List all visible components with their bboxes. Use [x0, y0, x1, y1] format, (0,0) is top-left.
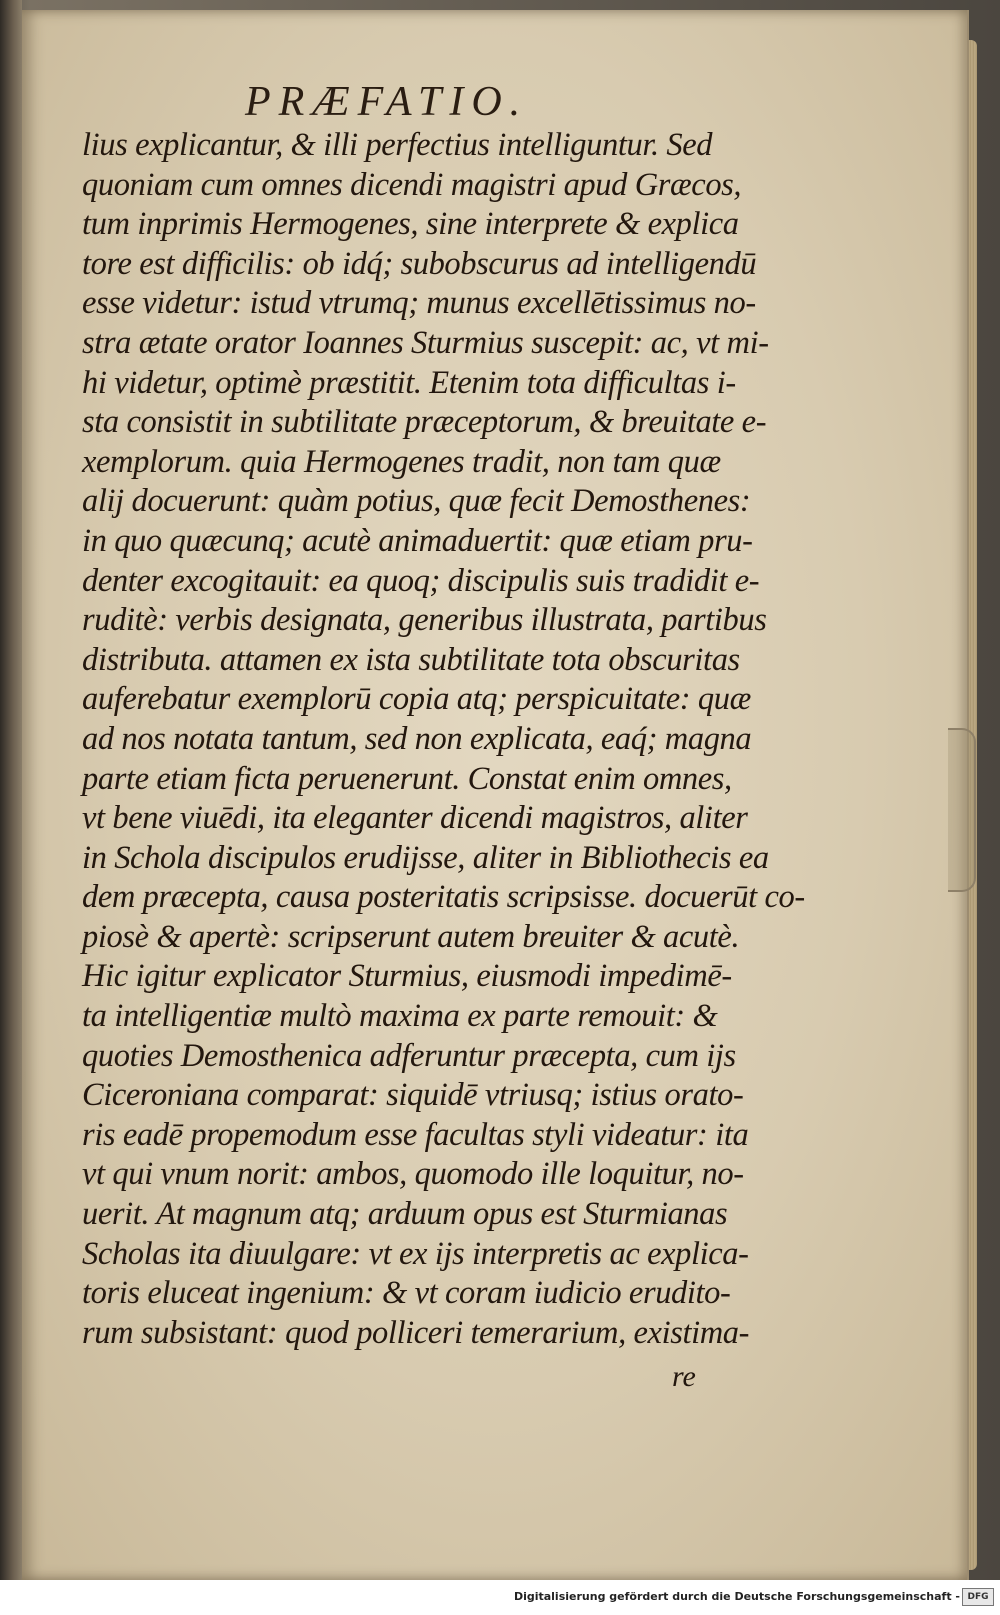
- text-line: in Schola discipulos erudijsse, aliter in Bibliothecis ea: [82, 839, 769, 876]
- funding-note: Digitalisierung gefördert durch die Deutsche Forschungsgemeinschaft -: [513, 1590, 960, 1603]
- text-line: distributa. attamen ex ista subtilitate tota obscuritas: [82, 641, 740, 678]
- text-line: ris eadē propemodum esse facultas styli videatur: ita: [82, 1116, 749, 1153]
- text-line: alij docuerunt: quàm potius, quæ fecit Demosthenes:: [82, 483, 751, 520]
- text-line: lius explicantur, & illi perfectius intelliguntur. Sed: [82, 127, 713, 163]
- text-line: quoties Demosthenica adferuntur præcepta, cum ijs: [82, 1037, 736, 1074]
- footer-bar: [0, 1580, 1000, 1615]
- text-line: xemplorum. quia Hermogenes tradit, non tam quæ: [82, 443, 721, 480]
- text-line: Ciceroniana comparat: siquidē vtriusq; istius orato-: [82, 1077, 744, 1114]
- text-line: ruditè: verbis designata, generibus illustrata, partibus: [82, 602, 767, 639]
- body-text: [82, 126, 805, 1353]
- text-line: rum subsistant: quod polliceri temerarium, existima-: [82, 1314, 750, 1351]
- text-line: uerit. At magnum atq; arduum opus est Sturmianas: [82, 1196, 728, 1233]
- text-line: Hic igitur explicator Sturmius, eiusmodi impedimē-: [82, 958, 732, 995]
- text-line: vt qui vnum norit: ambos, quomodo ille loquitur, no-: [82, 1156, 744, 1193]
- text-line: sta consistit in subtilitate præceptorum, & breuitate e-: [82, 404, 767, 441]
- text-line: Scholas ita diuulgare: vt ex ijs interpretis ac explica-: [82, 1235, 749, 1272]
- text-line: denter excogitauit: ea quoq; discipulis suis tradidit e-: [82, 562, 760, 599]
- facing-page-edge: [0, 0, 22, 1580]
- page-clip: [948, 728, 976, 892]
- text-line: vt bene viuēdi, ita eleganter dicendi magistros, aliter: [82, 800, 748, 837]
- text-line: ta intelligentiæ multò maxima ex parte remouit: &: [82, 998, 718, 1035]
- text-line: dem præcepta, causa posteritatis scripsisse. docuerūt co-: [82, 879, 805, 916]
- text-line: in quo quæcunq; acutè animaduertit: quæ etiam pru-: [82, 522, 753, 559]
- dfg-logo: DFG: [962, 1588, 994, 1606]
- text-line: tore est difficilis: ob idq́; subobscurus ad intelligendū: [82, 245, 757, 282]
- catchword: re: [672, 1360, 696, 1393]
- text-line: toris eluceat ingenium: & vt coram iudicio erudito-: [82, 1275, 731, 1312]
- text-line: hi videtur, optimè præstitit. Etenim tota difficultas i-: [82, 364, 736, 401]
- text-line: parte etiam ficta peruenerunt. Constat enim omnes,: [82, 760, 732, 797]
- text-line: tum inprimis Hermogenes, sine interprete & explica: [82, 206, 739, 243]
- running-title: PRÆFATIO.: [245, 79, 529, 125]
- text-line: ad nos notata tantum, sed non explicata, eaq́; magna: [82, 720, 752, 757]
- text-line: stra ætate orator Ioannes Sturmius suscepit: ac, vt mi-: [82, 324, 769, 361]
- text-line: piosè & apertè: scripserunt autem breuiter & acutè.: [82, 918, 740, 955]
- text-line: esse videtur: istud vtrumq; munus excellētissimus no-: [82, 285, 756, 322]
- text-line: quoniam cum omnes dicendi magistri apud Græcos,: [82, 166, 742, 203]
- text-line: auferebatur exemplorū copia atq; perspicuitate: quæ: [82, 681, 751, 718]
